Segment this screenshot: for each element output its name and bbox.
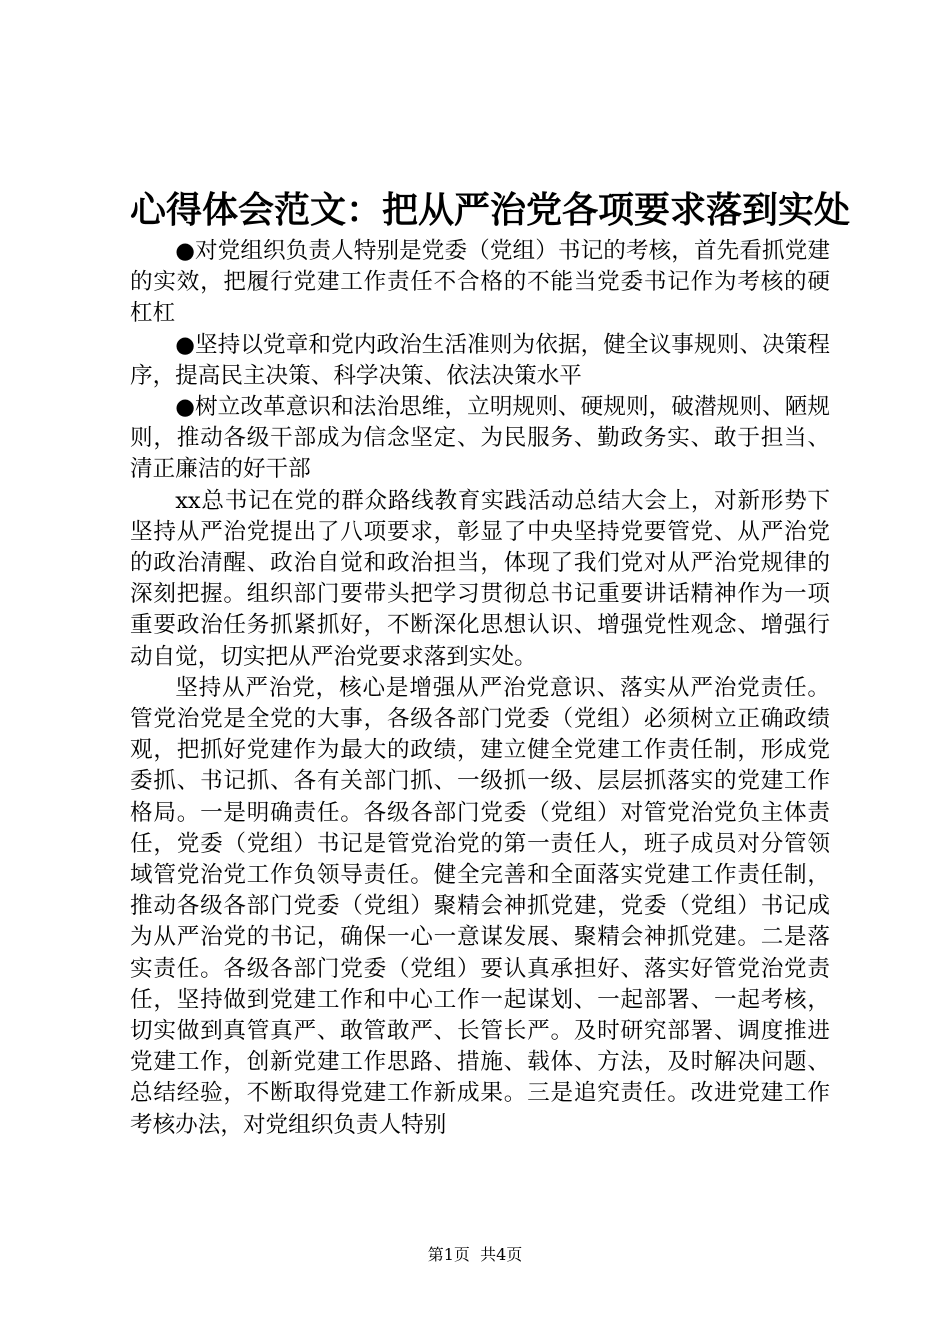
body-paragraph: 坚持从严治党，核心是增强从严治党意识、落实从严治党责任。管党治党是全党的大事，各级各部门党委（党组）必须树立正确政绩观，把抓好党建作为最大的政绩，建立健全党建工作责任制，形成党委抓、书记抓、各有关部门抓、一级抓一级、层层抓落实的党建工作格局。一是明确责任。各级各部门党委（党组）对管党治党负主体责任，党委（党组）书记是管党治党的第一责任人，班子成员对分管领域管党治党工作负领导责任。健全完善和全面落实党建工作责任制，推动各级各部门党委（党组）聚精会神抓党建，党委（党组）书记成为从严治党的书记，确保一心一意谋发展、聚精会神抓党建。二是落实责任。各级各部门党委（党组）要认真承担好、落实好管党治党责任，坚持做到党建工作和中心工作一起谋划、一起部署、一起考核，切实做到真管真严、敢管敢严、长管长严。及时研究部署、调度推进党建工作，创新党建工作思路、措施、载体、方法，及时解决问题、总结经验，不断取得党建工作新成果。三是追究责任。改进党建工作考核办法，对党组织负责人特别 bbox=[130, 674, 830, 1138]
document-body bbox=[130, 236, 830, 1141]
page-number: 第1页 共4页 bbox=[427, 1245, 523, 1264]
bullet-paragraph: ●对党组织负责人特别是党委（党组）书记的考核，首先看抓党建的实效，把履行党建工作责任不合格的不能当党委书记作为考核的硬杠杠 bbox=[130, 238, 830, 327]
bullet-paragraph: ●坚持以党章和党内政治生活准则为依据，健全议事规则、决策程序，提高民主决策、科学决策、依法决策水平 bbox=[130, 331, 830, 389]
page-title: 心得体会范文：把从严治党各项要求落到实处 bbox=[130, 189, 851, 231]
page-footer bbox=[0, 1245, 950, 1265]
body-paragraph: xx总书记在党的群众路线教育实践活动总结大会上，对新形势下坚持从严治党提出了八项要求，彰显了中央坚持党要管党、从严治党的政治清醒、政治自觉和政治担当，体现了我们党对从严治党规律的深刻把握。组织部门要带头把学习贯彻总书记重要讲话精神作为一项重要政治任务抓紧抓好，不断深化思想认识、增强党性观念、增强行动自觉，切实把从严治党要求落到实处。 bbox=[130, 487, 830, 670]
bullet-paragraph: ●树立改革意识和法治思维，立明规则、硬规则，破潜规则、陋规则，推动各级干部成为信念坚定、为民服务、勤政务实、敢于担当、清正廉洁的好干部 bbox=[130, 394, 830, 483]
